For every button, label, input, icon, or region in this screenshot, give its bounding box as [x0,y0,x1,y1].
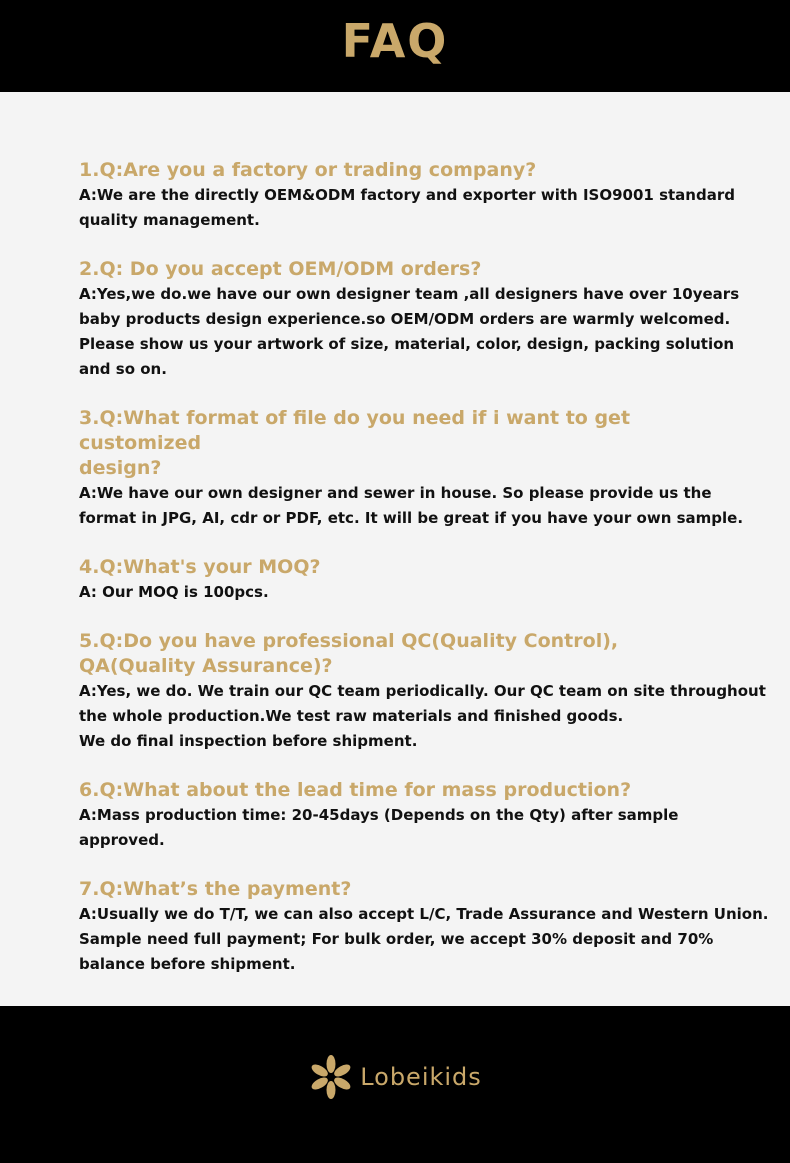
faq-question-5: 5.Q:Do you have professional QC(Quality Control), QA(Quality Assurance)? [79,630,619,677]
faq-item-4 [79,555,790,605]
faq-answer-3: A:We have our own designer and sewer in house. So please provide us the format in JPG, AI, cdr or PDF, etc. It will be great if you have your own sample. [79,484,744,527]
faq-item-7 [79,877,790,977]
faq-answer-1: A:We are the directly OEM&ODM factory and exporter with ISO9001 standard quality management. [79,186,735,229]
faq-answer-7: A:Usually we do T/T, we can also accept L/C, Trade Assurance and Western Union. Sample need full payment; For bulk order, we accept 30% deposit and 70% balance before shipment. [79,905,769,973]
faq-question-7: 7.Q:What’s the payment? [79,878,352,900]
page-title: FAQ [341,14,449,68]
faq-answer-4: A: Our MOQ is 100pcs. [79,583,269,601]
faq-answer-5: A:Yes, we do. We train our QC team periodically. Our QC team on site throughout the whole production.We test raw materials and finished goods. We do final inspection before shipment. [79,682,766,750]
faq-answer-6: A:Mass production time: 20-45days (Depends on the Qty) after sample approved. [79,806,679,849]
faq-item-5 [79,629,790,754]
faq-item-1 [79,158,790,233]
faq-content [0,92,790,1006]
faq-question-1: 1.Q:Are you a factory or trading company? [79,159,537,181]
faq-footer [0,1006,790,1163]
brand-logo [308,1054,482,1100]
faq-header [0,0,790,92]
faq-question-6: 6.Q:What about the lead time for mass production? [79,779,632,801]
faq-item-2 [79,257,790,382]
flower-logo-icon [308,1054,354,1100]
faq-item-6 [79,778,790,853]
faq-question-2: 2.Q: Do you accept OEM/ODM orders? [79,258,482,280]
faq-answer-2: A:Yes,we do.we have our own designer team ,all designers have over 10years baby products design experience.so OEM/ODM orders are warmly welcomed. Please show us your artwork of size, material, color, design, packing solution and so on. [79,285,740,378]
brand-name: Lobeikids [360,1063,482,1091]
faq-item-3 [79,406,790,531]
faq-question-4: 4.Q:What's your MOQ? [79,556,321,578]
faq-question-3: 3.Q:What format of file do you need if i want to get customized design? [79,407,631,479]
